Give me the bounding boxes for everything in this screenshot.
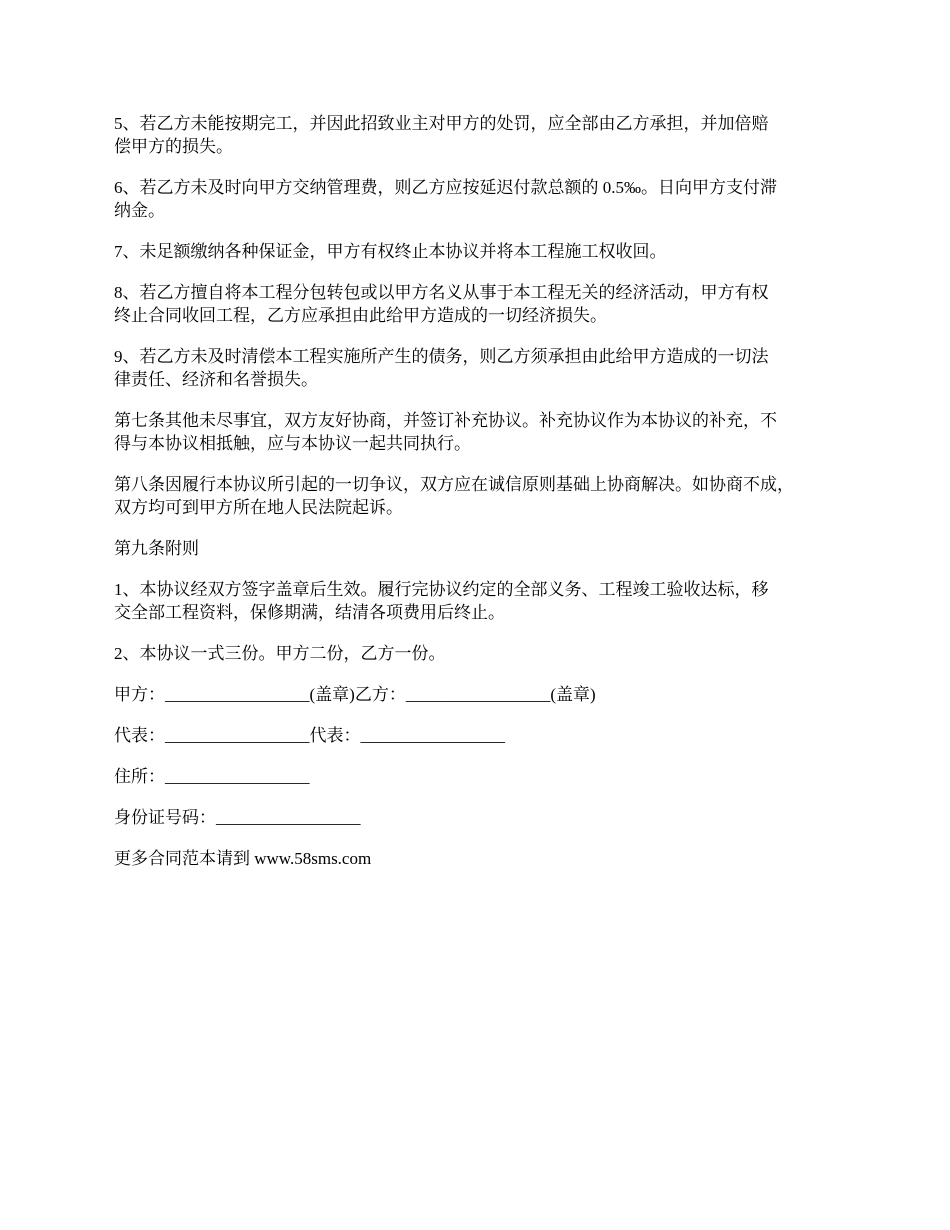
clause-5 (114, 112, 859, 158)
annex-clause-1-line-2: 交全部工程资料，保修期满，结清各项费用后终止。 (114, 603, 505, 622)
footer-more-contracts: 更多合同范本请到 www.58sms.com (114, 849, 372, 868)
clause-9-line-1: 9、若乙方未及时清偿本工程实施所产生的债务，则乙方须承担由此给甲方造成的一切法 (114, 347, 769, 366)
article-8-line-1: 第八条因履行本协议所引起的一切争议，双方应在诚信原则基础上协商解决。如协商不成， (114, 475, 794, 494)
clause-8-line-2: 终止合同收回工程，乙方应承担由此给甲方造成的一切经济损失。 (114, 306, 607, 325)
clause-6-line-1: 6、若乙方未及时向甲方交纳管理费，则乙方应按延迟付款总额的 0.5‰。日向甲方支付滞 (114, 178, 777, 197)
clause-7 (114, 240, 859, 263)
annex-clause-1 (114, 578, 859, 624)
article-9-heading (114, 537, 859, 560)
clause-9-line-2: 律责任、经济和名誉损失。 (114, 370, 318, 389)
article-7-line-2: 得与本协议相抵触，应与本协议一起共同执行。 (114, 434, 471, 453)
clause-7-line-1: 7、未足额缴纳各种保证金，甲方有权终止本协议并将本工程施工权收回。 (114, 242, 667, 261)
annex-clause-2 (114, 642, 859, 665)
article-7 (114, 409, 859, 455)
signature-address-line: 住所：_________________ (114, 767, 310, 786)
signature-representatives-line: 代表：_________________代表：_________________ (114, 726, 505, 745)
article-9-heading-text: 第九条附则 (114, 539, 199, 558)
article-8-line-2: 双方均可到甲方所在地人民法院起诉。 (114, 498, 403, 517)
clause-6-line-2: 纳金。 (114, 201, 165, 220)
clause-8-line-1: 8、若乙方擅自将本工程分包转包或以甲方名义从事于本工程无关的经济活动，甲方有权 (114, 283, 769, 302)
clause-8 (114, 281, 859, 327)
signature-parties-line: 甲方：_________________(盖章)乙方：_________________(盖章) (114, 685, 596, 704)
article-8 (114, 473, 859, 519)
article-7-line-1: 第七条其他未尽事宜，双方友好协商，并签订补充协议。补充协议作为本协议的补充，不 (114, 411, 777, 430)
document-page (114, 112, 859, 888)
clause-9 (114, 345, 859, 391)
signature-id-number-line: 身份证号码：_________________ (114, 808, 361, 827)
annex-clause-2-line-1: 2、本协议一式三份。甲方二份，乙方一份。 (114, 644, 446, 663)
clause-6 (114, 176, 859, 222)
clause-5-line-1: 5、若乙方未能按期完工，并因此招致业主对甲方的处罚，应全部由乙方承担，并加倍赔 (114, 114, 769, 133)
annex-clause-1-line-1: 1、本协议经双方签字盖章后生效。履行完协议约定的全部义务、工程竣工验收达标，移 (114, 580, 769, 599)
clause-5-line-2: 偿甲方的损失。 (114, 137, 233, 156)
